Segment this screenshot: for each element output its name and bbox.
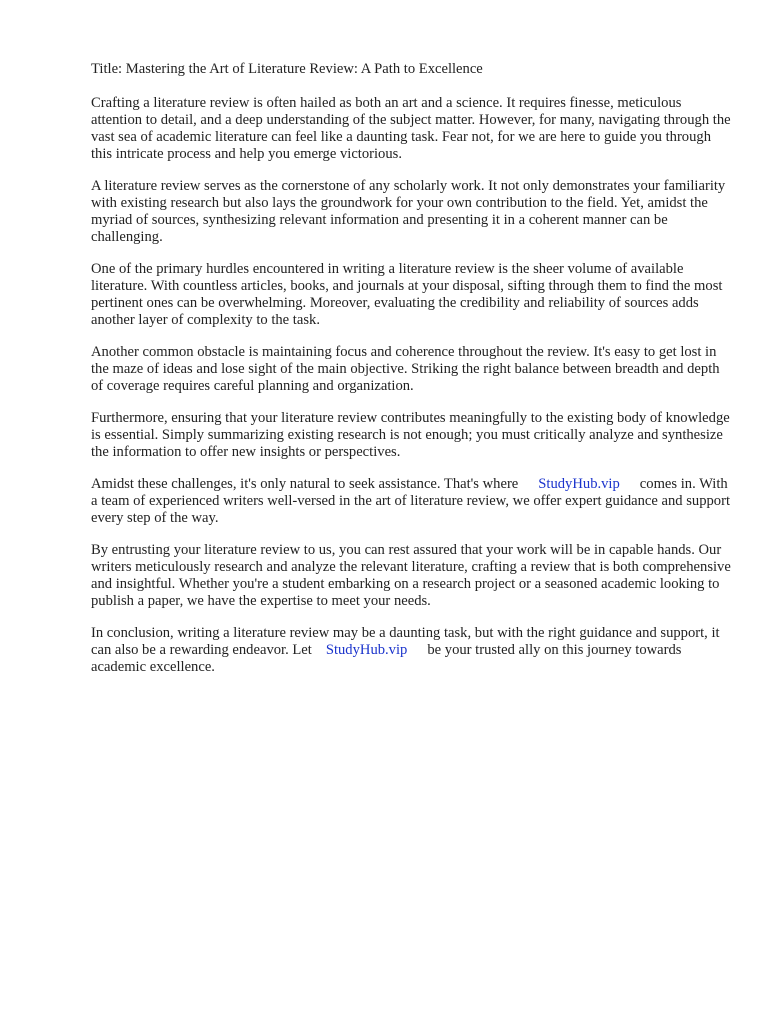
paragraph-8-before: In conclusion, writing a literature review may be a daunting task, but with the right guidance and support, it can also be a rewarding endeavor. Let (91, 625, 720, 658)
paragraph-6 (91, 476, 731, 527)
document-title: Title: Mastering the Art of Literature Review: A Path to Excellence (91, 61, 483, 77)
studyhub-link-conclusion[interactable]: StudyHub.vip (325, 642, 408, 658)
paragraph-8-after: be your trusted ally on this journey towards academic excellence. (91, 642, 682, 675)
paragraph-1: Crafting a literature review is often hailed as both an art and a science. It requires finesse, meticulous attention to detail, and a deep understanding of the subject matter. However, for many, navigating through the vast sea of academic literature can feel like a daunting task. Fear not, for we are here to guide you through this intricate process and help you emerge victorious. (91, 95, 731, 162)
paragraph-4: Another common obstacle is maintaining focus and coherence throughout the review. It's easy to get lost in the maze of ideas and lose sight of the main objective. Striking the right balance between breadth and depth of coverage requires careful planning and organization. (91, 344, 720, 394)
paragraph-3: One of the primary hurdles encountered in writing a literature review is the sheer volume of available literature. With countless articles, books, and journals at your disposal, sifting through them to find the most pertinent ones can be overwhelming. Moreover, evaluating the credibility and reliability of sources adds another layer of complexity to the task. (91, 261, 723, 328)
paragraph-6-before: Amidst these challenges, it's only natural to seek assistance. That's where (91, 476, 519, 492)
paragraph-5: Furthermore, ensuring that your literature review contributes meaningfully to the existing body of knowledge is essential. Simply summarizing existing research is not enough; you must critically analyze and synthesize the information to offer new insights or perspectives. (91, 410, 730, 460)
studyhub-link[interactable]: StudyHub.vip (538, 476, 620, 492)
paragraph-8 (91, 625, 731, 676)
paragraph-6-after: comes in. With a team of experienced writers well-versed in the art of literature review, we offer expert guidance and support every step of the way. (91, 476, 731, 526)
paragraph-7: By entrusting your literature review to us, you can rest assured that your work will be in capable hands. Our writers meticulously research and analyze the relevant literature, crafting a review that is both comprehensive and insightful. Whether you're a student embarking on a research project or a seasoned academic looking to publish a paper, we have the expertise to meet your needs. (91, 542, 731, 609)
paragraph-2: A literature review serves as the cornerstone of any scholarly work. It not only demonstrates your familiarity with existing research but also lays the groundwork for your own contribution to the field. Yet, amidst the myriad of sources, synthesizing relevant information and presenting it in a coherent manner can be challenging. (91, 178, 726, 245)
document-page (91, 61, 731, 691)
